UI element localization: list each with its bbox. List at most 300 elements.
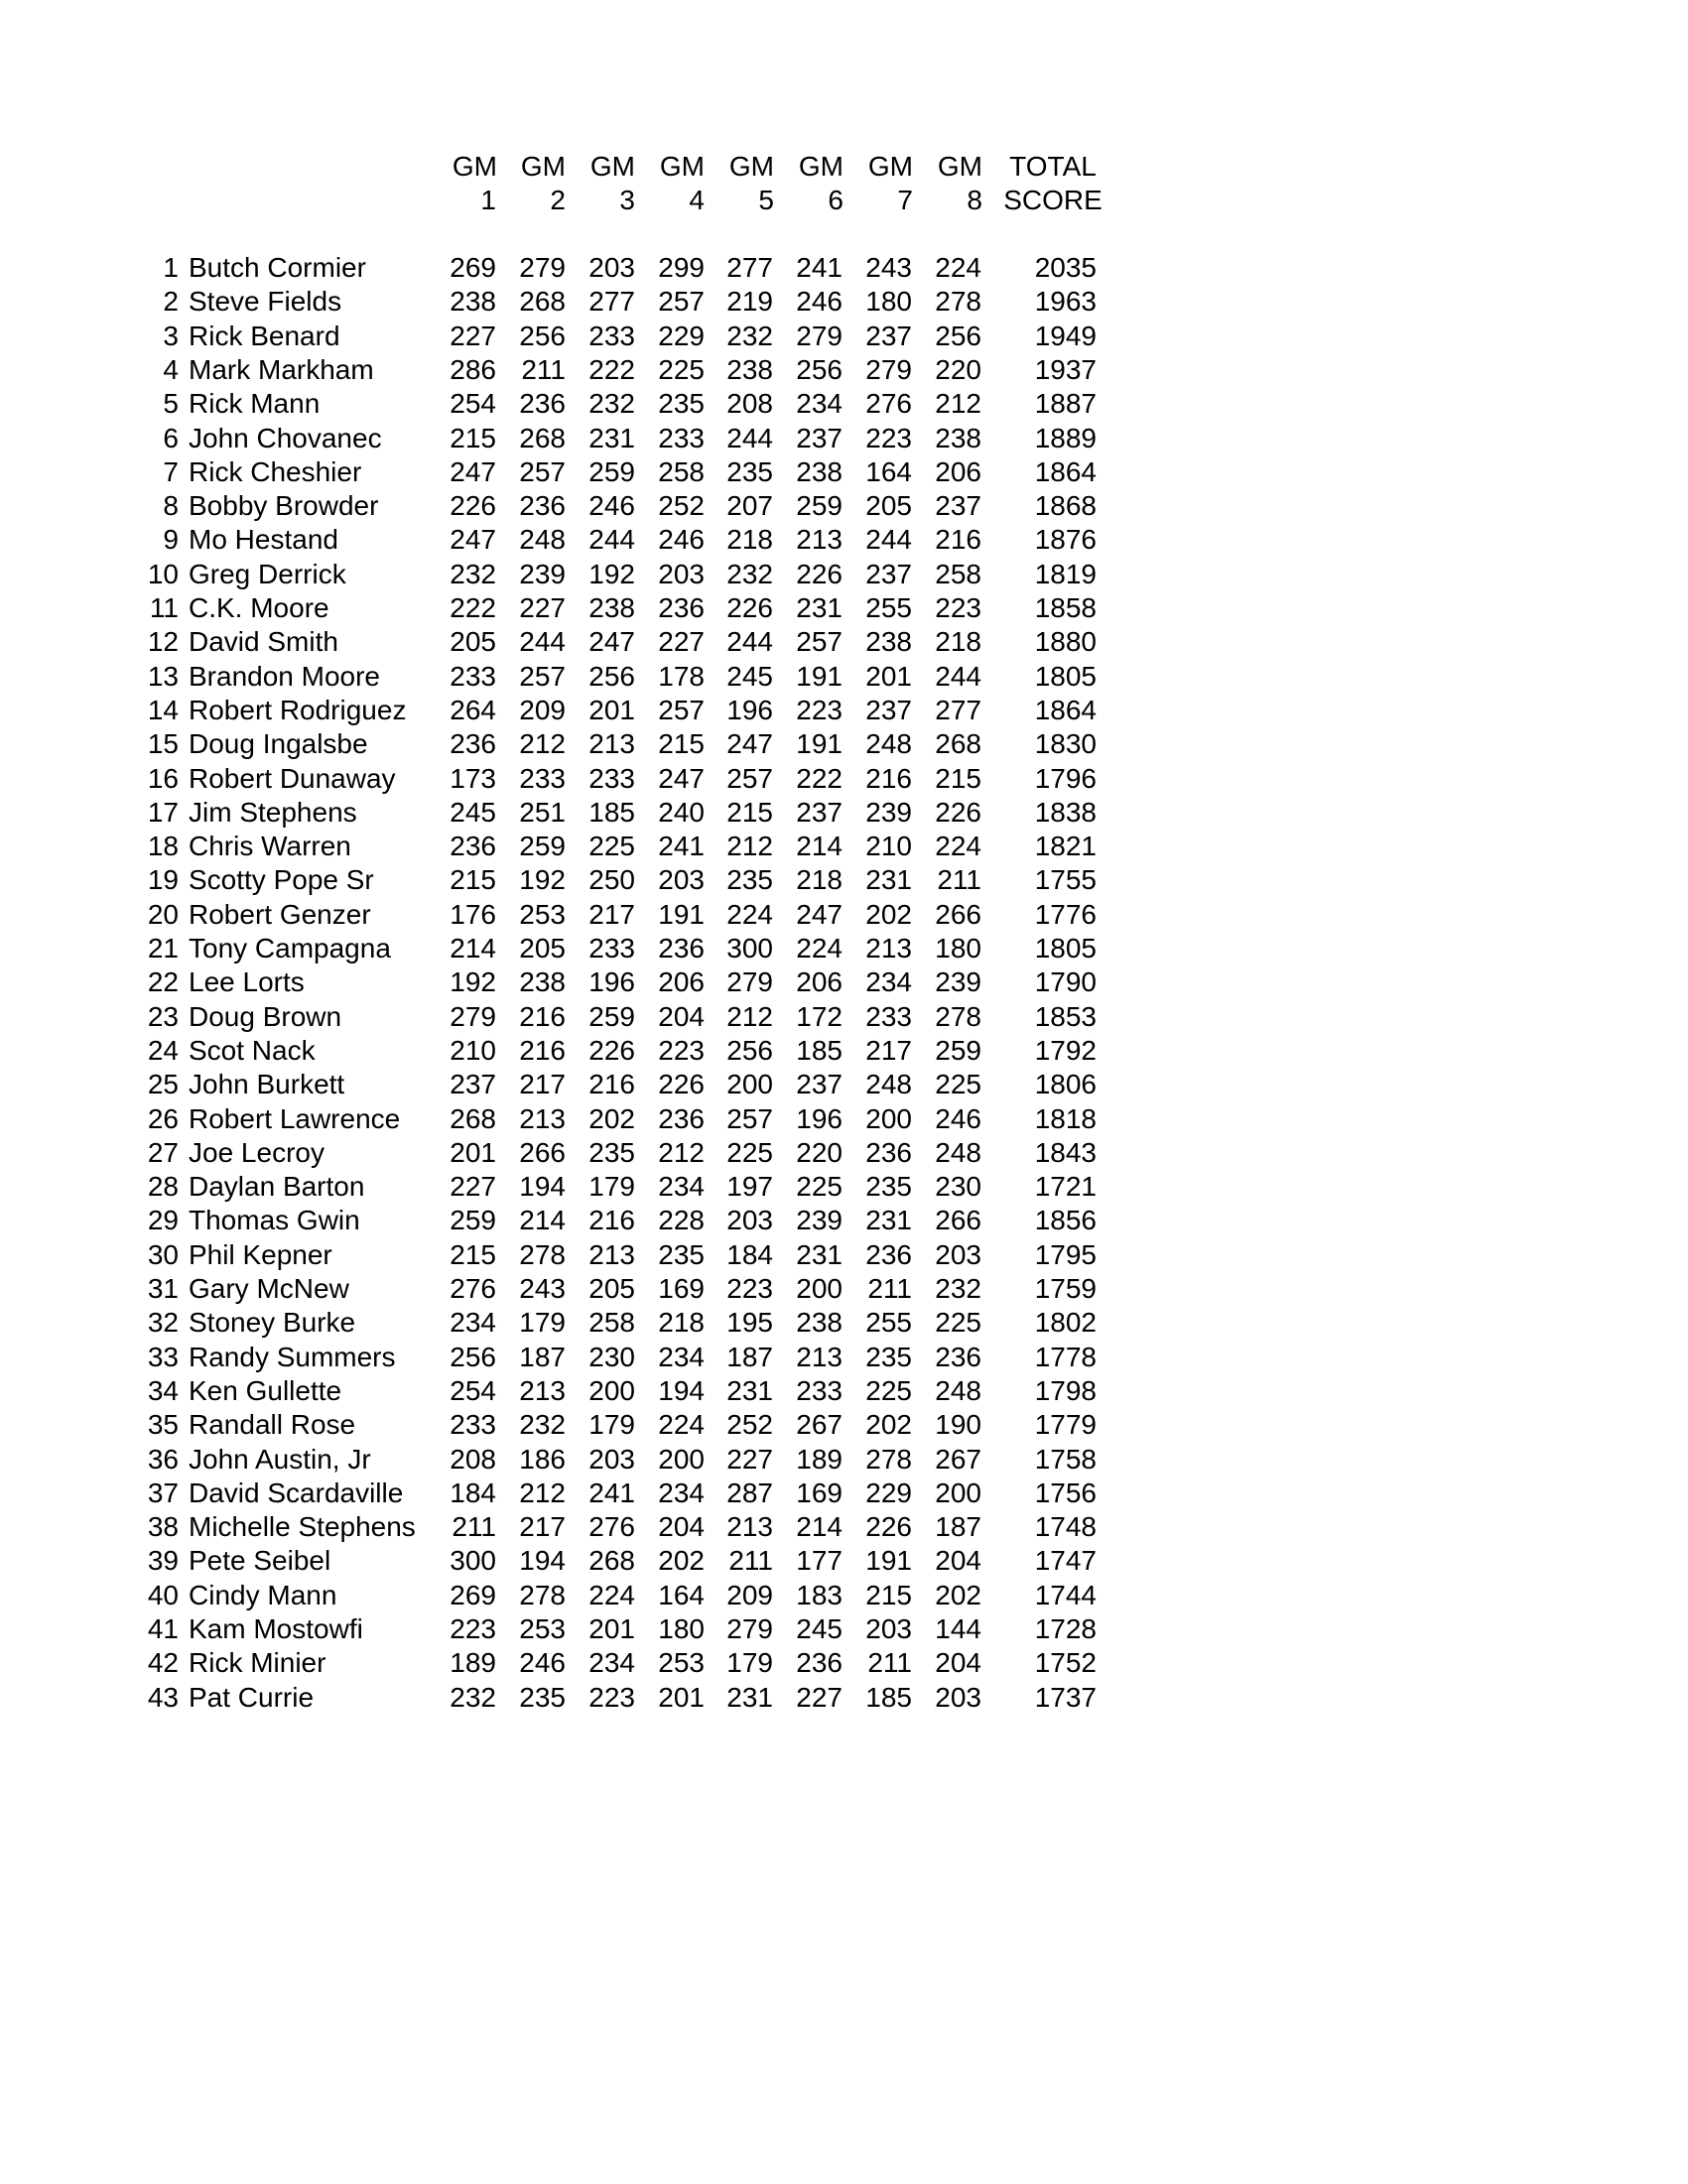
total-score-cell: 1843: [1034, 1136, 1097, 1168]
game-score-cell: 211: [728, 1545, 773, 1577]
game-score-cell: 185: [588, 796, 635, 828]
game-score-cell: 279: [450, 1000, 496, 1032]
game-score-cell: 172: [796, 1000, 843, 1032]
game-score-cell: 225: [935, 1307, 981, 1339]
game-score-cell: 253: [519, 898, 566, 930]
total-score-cell: 1818: [1034, 1102, 1097, 1134]
game-score-cell: 232: [450, 1681, 496, 1713]
table-row: [0, 727, 1688, 761]
bowler-name-cell: Cindy Mann: [189, 1579, 337, 1610]
total-score-cell: 1748: [1034, 1511, 1097, 1543]
total-score-cell: 1838: [1034, 796, 1097, 828]
game-score-cell: 215: [658, 728, 705, 760]
game-score-cell: 227: [726, 1443, 773, 1475]
game-score-cell: 248: [865, 728, 912, 760]
rank-cell: 7: [163, 455, 179, 487]
game-score-cell: 237: [865, 694, 912, 725]
game-score-cell: 218: [658, 1307, 705, 1339]
game-score-cell: 235: [658, 388, 705, 420]
game-score-cell: 206: [796, 966, 843, 998]
table-row: [0, 489, 1688, 523]
game-score-cell: 214: [796, 1511, 843, 1543]
game-score-cell: 194: [519, 1171, 566, 1203]
rank-cell: 17: [147, 796, 179, 828]
game-score-cell: 211: [937, 864, 981, 896]
game-score-cell: 236: [519, 490, 566, 522]
game-score-cell: 254: [450, 1374, 496, 1406]
bowler-name-cell: Doug Ingalsbe: [189, 728, 368, 760]
game-score-cell: 238: [588, 592, 635, 623]
total-score-cell: 1728: [1034, 1613, 1097, 1644]
game-score-cell: 236: [450, 728, 496, 760]
bowler-name-cell: John Chovanec: [189, 422, 382, 453]
game-score-cell: 225: [865, 1374, 912, 1406]
game-score-cell: 258: [588, 1307, 635, 1339]
game-score-cell: 213: [796, 524, 843, 556]
header-game-label: 2: [550, 185, 566, 215]
header-game-label: GM: [728, 151, 774, 182]
game-score-cell: 235: [865, 1171, 912, 1203]
game-score-cell: 209: [519, 694, 566, 725]
game-score-cell: 204: [658, 1511, 705, 1543]
game-score-cell: 210: [865, 831, 912, 862]
game-score-cell: 227: [519, 592, 566, 623]
bowler-name-cell: Tony Campagna: [189, 933, 391, 964]
rank-cell: 1: [163, 252, 179, 283]
game-score-cell: 257: [796, 626, 843, 658]
game-score-cell: 268: [519, 422, 566, 453]
total-score-cell: 1949: [1034, 320, 1097, 351]
game-score-cell: 231: [726, 1681, 773, 1713]
game-score-cell: 192: [588, 558, 635, 589]
game-score-cell: 226: [588, 1034, 635, 1066]
table-row: [0, 830, 1688, 863]
game-score-cell: 244: [726, 626, 773, 658]
game-score-cell: 194: [658, 1374, 705, 1406]
game-score-cell: 200: [658, 1443, 705, 1475]
game-score-cell: 279: [519, 252, 566, 283]
game-score-cell: 279: [865, 353, 912, 385]
game-score-cell: 237: [865, 558, 912, 589]
game-score-cell: 225: [796, 1171, 843, 1203]
game-score-cell: 217: [519, 1069, 566, 1100]
table-row: [0, 1306, 1688, 1340]
total-score-cell: 1755: [1034, 864, 1097, 896]
game-score-cell: 231: [865, 864, 912, 896]
game-score-cell: 180: [658, 1613, 705, 1644]
game-score-cell: 276: [450, 1273, 496, 1304]
total-score-cell: 1795: [1034, 1238, 1097, 1270]
game-score-cell: 224: [726, 898, 773, 930]
game-score-cell: 192: [519, 864, 566, 896]
game-score-cell: 215: [935, 762, 981, 794]
game-score-cell: 203: [935, 1681, 981, 1713]
game-score-cell: 267: [935, 1443, 981, 1475]
game-score-cell: 286: [450, 353, 496, 385]
game-score-cell: 236: [658, 592, 705, 623]
game-score-cell: 211: [867, 1647, 912, 1679]
game-score-cell: 231: [726, 1374, 773, 1406]
header-game-label: GM: [798, 151, 844, 182]
bowler-name-cell: Brandon Moore: [189, 660, 381, 692]
table-row: [0, 1034, 1688, 1068]
game-score-cell: 256: [588, 660, 635, 692]
game-score-cell: 200: [865, 1102, 912, 1134]
game-score-cell: 236: [865, 1238, 912, 1270]
game-score-cell: 194: [519, 1545, 566, 1577]
game-score-cell: 233: [658, 422, 705, 453]
bowler-name-cell: Pete Seibel: [189, 1545, 331, 1577]
game-score-cell: 256: [519, 320, 566, 351]
rank-cell: 35: [147, 1409, 179, 1441]
game-score-cell: 222: [588, 353, 635, 385]
bowler-name-cell: Greg Derrick: [189, 558, 346, 589]
rank-cell: 40: [147, 1579, 179, 1610]
game-score-cell: 247: [726, 728, 773, 760]
bowler-name-cell: Phil Kepner: [189, 1238, 332, 1270]
total-score-cell: 1806: [1034, 1069, 1097, 1100]
total-score-cell: 1747: [1034, 1545, 1097, 1577]
game-score-cell: 278: [935, 286, 981, 318]
game-score-cell: 237: [935, 490, 981, 522]
rank-cell: 4: [163, 353, 179, 385]
rank-cell: 25: [147, 1069, 179, 1100]
game-score-cell: 185: [796, 1034, 843, 1066]
game-score-cell: 169: [658, 1273, 705, 1304]
header-game-label: GM: [452, 151, 497, 182]
bowler-name-cell: Bobby Browder: [189, 490, 379, 522]
game-score-cell: 233: [519, 762, 566, 794]
game-score-cell: 233: [865, 1000, 912, 1032]
game-score-cell: 256: [726, 1034, 773, 1066]
game-score-cell: 238: [519, 966, 566, 998]
game-score-cell: 230: [588, 1341, 635, 1372]
game-score-cell: 248: [935, 1136, 981, 1168]
game-score-cell: 201: [450, 1136, 496, 1168]
game-score-cell: 213: [796, 1341, 843, 1372]
game-score-cell: 234: [796, 388, 843, 420]
game-score-cell: 234: [865, 966, 912, 998]
bowler-name-cell: Robert Rodriguez: [189, 694, 407, 725]
game-score-cell: 276: [865, 388, 912, 420]
game-score-cell: 239: [935, 966, 981, 998]
rank-cell: 9: [163, 524, 179, 556]
game-score-cell: 215: [450, 864, 496, 896]
game-score-cell: 266: [935, 898, 981, 930]
total-score-cell: 1853: [1034, 1000, 1097, 1032]
game-score-cell: 246: [796, 286, 843, 318]
bowler-name-cell: Mark Markham: [189, 353, 374, 385]
total-score-cell: 1937: [1034, 353, 1097, 385]
bowler-name-cell: Scotty Pope Sr: [189, 864, 374, 896]
game-score-cell: 236: [658, 933, 705, 964]
total-score-cell: 1887: [1034, 388, 1097, 420]
table-row: [0, 455, 1688, 489]
game-score-cell: 211: [867, 1273, 912, 1304]
total-score-cell: 1805: [1034, 933, 1097, 964]
game-score-cell: 224: [658, 1409, 705, 1441]
game-score-cell: 164: [658, 1579, 705, 1610]
game-score-cell: 195: [726, 1307, 773, 1339]
game-score-cell: 226: [726, 592, 773, 623]
table-row: [0, 1612, 1688, 1646]
total-score-cell: 1864: [1034, 694, 1097, 725]
game-score-cell: 201: [588, 1613, 635, 1644]
bowler-name-cell: Jim Stephens: [189, 796, 357, 828]
table-row: [0, 353, 1688, 387]
rank-cell: 20: [147, 898, 179, 930]
rank-cell: 39: [147, 1545, 179, 1577]
game-score-cell: 230: [935, 1171, 981, 1203]
game-score-cell: 223: [935, 592, 981, 623]
game-score-cell: 207: [726, 490, 773, 522]
table-row: [0, 660, 1688, 694]
game-score-cell: 212: [935, 388, 981, 420]
game-score-cell: 257: [726, 762, 773, 794]
total-score-cell: 1805: [1034, 660, 1097, 692]
game-score-cell: 203: [588, 1443, 635, 1475]
game-score-cell: 227: [450, 320, 496, 351]
game-score-cell: 200: [726, 1069, 773, 1100]
table-row: [0, 285, 1688, 319]
game-score-cell: 184: [726, 1238, 773, 1270]
game-score-cell: 268: [588, 1545, 635, 1577]
game-score-cell: 247: [658, 762, 705, 794]
table-row: [0, 1102, 1688, 1136]
game-score-cell: 226: [935, 796, 981, 828]
table-row: [0, 694, 1688, 727]
game-score-cell: 201: [865, 660, 912, 692]
game-score-cell: 250: [588, 864, 635, 896]
game-score-cell: 247: [450, 455, 496, 487]
game-score-cell: 196: [588, 966, 635, 998]
rank-cell: 18: [147, 831, 179, 862]
game-score-cell: 191: [865, 1545, 912, 1577]
game-score-cell: 214: [796, 831, 843, 862]
game-score-cell: 246: [935, 1102, 981, 1134]
game-score-cell: 239: [519, 558, 566, 589]
game-score-cell: 205: [588, 1273, 635, 1304]
game-score-cell: 232: [935, 1273, 981, 1304]
game-score-cell: 259: [450, 1205, 496, 1236]
table-row: [0, 320, 1688, 353]
total-score-cell: 1830: [1034, 728, 1097, 760]
game-score-cell: 253: [658, 1647, 705, 1679]
game-score-cell: 236: [865, 1136, 912, 1168]
game-score-cell: 216: [865, 762, 912, 794]
table-row: [0, 1579, 1688, 1612]
header-game-label: 1: [480, 185, 496, 215]
total-score-cell: 1744: [1034, 1579, 1097, 1610]
game-score-cell: 227: [796, 1681, 843, 1713]
bowler-name-cell: Rick Minier: [189, 1647, 326, 1679]
game-score-cell: 173: [450, 762, 496, 794]
rank-cell: 37: [147, 1477, 179, 1508]
game-score-cell: 267: [796, 1409, 843, 1441]
game-score-cell: 225: [935, 1069, 981, 1100]
game-score-cell: 216: [519, 1034, 566, 1066]
game-score-cell: 300: [450, 1545, 496, 1577]
game-score-cell: 202: [935, 1579, 981, 1610]
header-game-label: GM: [659, 151, 705, 182]
game-score-cell: 202: [865, 898, 912, 930]
total-score-cell: 1796: [1034, 762, 1097, 794]
game-score-cell: 189: [450, 1647, 496, 1679]
game-score-cell: 232: [588, 388, 635, 420]
game-score-cell: 201: [588, 694, 635, 725]
total-score-cell: 2035: [1034, 252, 1097, 283]
table-row: [0, 863, 1688, 897]
table-row: [0, 387, 1688, 421]
bowler-name-cell: Chris Warren: [189, 831, 351, 862]
game-score-cell: 235: [865, 1341, 912, 1372]
game-score-cell: 223: [588, 1681, 635, 1713]
table-row: [0, 1204, 1688, 1237]
game-score-cell: 232: [726, 558, 773, 589]
game-score-cell: 217: [588, 898, 635, 930]
header-game-label: GM: [589, 151, 635, 182]
game-score-cell: 264: [450, 694, 496, 725]
game-score-cell: 238: [865, 626, 912, 658]
header-row-1: [0, 150, 1688, 184]
game-score-cell: 223: [658, 1034, 705, 1066]
bowler-name-cell: Michelle Stephens: [189, 1511, 416, 1543]
game-score-cell: 215: [450, 422, 496, 453]
bowler-name-cell: John Austin, Jr: [189, 1443, 371, 1475]
bowler-name-cell: Lee Lorts: [189, 966, 305, 998]
game-score-cell: 211: [452, 1511, 496, 1543]
rank-cell: 29: [147, 1205, 179, 1236]
game-score-cell: 248: [519, 524, 566, 556]
game-score-cell: 179: [588, 1409, 635, 1441]
game-score-cell: 241: [658, 831, 705, 862]
game-score-cell: 229: [865, 1477, 912, 1508]
game-score-cell: 183: [796, 1579, 843, 1610]
game-score-cell: 216: [588, 1069, 635, 1100]
game-score-cell: 208: [726, 388, 773, 420]
rank-cell: 42: [147, 1647, 179, 1679]
game-score-cell: 266: [519, 1136, 566, 1168]
game-score-cell: 164: [865, 455, 912, 487]
total-score-cell: 1759: [1034, 1273, 1097, 1304]
game-score-cell: 213: [519, 1102, 566, 1134]
game-score-cell: 225: [658, 353, 705, 385]
total-score-cell: 1821: [1034, 831, 1097, 862]
total-score-cell: 1779: [1034, 1409, 1097, 1441]
game-score-cell: 238: [726, 353, 773, 385]
game-score-cell: 237: [865, 320, 912, 351]
game-score-cell: 185: [865, 1681, 912, 1713]
game-score-cell: 245: [726, 660, 773, 692]
total-score-cell: 1864: [1034, 455, 1097, 487]
game-score-cell: 254: [450, 388, 496, 420]
game-score-cell: 277: [726, 252, 773, 283]
game-score-cell: 234: [658, 1171, 705, 1203]
game-score-cell: 220: [935, 353, 981, 385]
table-row: [0, 422, 1688, 455]
game-score-cell: 225: [726, 1136, 773, 1168]
game-score-cell: 187: [726, 1341, 773, 1372]
game-score-cell: 234: [588, 1647, 635, 1679]
game-score-cell: 243: [519, 1273, 566, 1304]
game-score-cell: 259: [796, 490, 843, 522]
game-score-cell: 234: [658, 1341, 705, 1372]
game-score-cell: 203: [658, 558, 705, 589]
game-score-cell: 246: [519, 1647, 566, 1679]
total-score-cell: 1756: [1034, 1477, 1097, 1508]
total-score-cell: 1868: [1034, 490, 1097, 522]
game-score-cell: 226: [658, 1069, 705, 1100]
header-game-label: GM: [520, 151, 566, 182]
game-score-cell: 251: [519, 796, 566, 828]
game-score-cell: 204: [935, 1545, 981, 1577]
game-score-cell: 203: [588, 252, 635, 283]
game-score-cell: 212: [726, 1000, 773, 1032]
header-game-label: 4: [689, 185, 705, 215]
game-score-cell: 235: [519, 1681, 566, 1713]
game-score-cell: 212: [519, 728, 566, 760]
bowler-name-cell: Robert Genzer: [189, 898, 371, 930]
total-score-cell: 1798: [1034, 1374, 1097, 1406]
game-score-cell: 244: [865, 524, 912, 556]
game-score-cell: 239: [865, 796, 912, 828]
table-row: [0, 523, 1688, 557]
rank-cell: 41: [147, 1613, 179, 1644]
game-score-cell: 233: [796, 1374, 843, 1406]
rank-cell: 27: [147, 1136, 179, 1168]
total-score-cell: 1737: [1034, 1681, 1097, 1713]
game-score-cell: 237: [450, 1069, 496, 1100]
rank-cell: 33: [147, 1341, 179, 1372]
game-score-cell: 184: [450, 1477, 496, 1508]
table-row: [0, 932, 1688, 965]
game-score-cell: 245: [796, 1613, 843, 1644]
rank-cell: 15: [147, 728, 179, 760]
game-score-cell: 203: [726, 1205, 773, 1236]
game-score-cell: 187: [935, 1511, 981, 1543]
game-score-cell: 258: [658, 455, 705, 487]
game-score-cell: 212: [726, 831, 773, 862]
game-score-cell: 201: [658, 1681, 705, 1713]
game-score-cell: 196: [726, 694, 773, 725]
game-score-cell: 259: [588, 455, 635, 487]
game-score-cell: 252: [726, 1409, 773, 1441]
table-row: [0, 762, 1688, 796]
header-game-label: 7: [897, 185, 913, 215]
header-game-label: GM: [937, 151, 982, 182]
bowler-name-cell: Joe Lecroy: [189, 1136, 325, 1168]
bowler-name-cell: Stoney Burke: [189, 1307, 356, 1339]
rank-cell: 43: [147, 1681, 179, 1713]
game-score-cell: 202: [865, 1409, 912, 1441]
game-score-cell: 218: [935, 626, 981, 658]
game-score-cell: 223: [726, 1273, 773, 1304]
table-row: [0, 1408, 1688, 1442]
game-score-cell: 229: [658, 320, 705, 351]
bowler-name-cell: Gary McNew: [189, 1273, 349, 1304]
bowler-name-cell: Butch Cormier: [189, 252, 366, 283]
game-score-cell: 218: [726, 524, 773, 556]
game-score-cell: 247: [450, 524, 496, 556]
game-score-cell: 205: [519, 933, 566, 964]
bowler-name-cell: Rick Mann: [189, 388, 321, 420]
game-score-cell: 234: [658, 1477, 705, 1508]
game-score-cell: 235: [658, 1238, 705, 1270]
table-row: [0, 1068, 1688, 1101]
total-score-cell: 1752: [1034, 1647, 1097, 1679]
game-score-cell: 235: [726, 864, 773, 896]
table-row: [0, 898, 1688, 932]
